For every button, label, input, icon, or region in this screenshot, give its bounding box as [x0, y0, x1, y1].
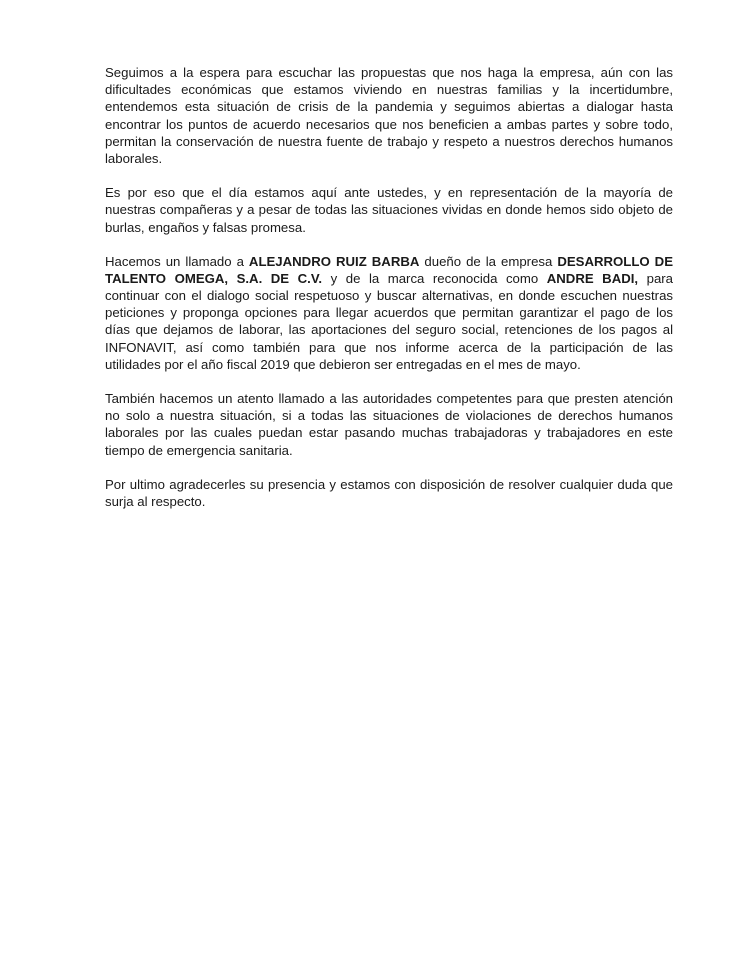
text-line — [105, 219, 673, 236]
text-segment: laborales. — [105, 150, 163, 166]
text-segment: peticiones y proponga opciones para llegar acuerdos que permitan garantizar el pago de los — [105, 305, 673, 321]
paragraph — [105, 476, 673, 510]
text-segment: nuestras compañeras y a pesar de todas las situaciones vividas en donde hemos sido objeto de — [105, 202, 673, 218]
text-segment: dueño de la empresa — [419, 253, 558, 269]
bold-text: TALENTO OMEGA, S.A. DE C.V. — [105, 270, 323, 286]
text-segment: surja al respecto. — [105, 493, 206, 509]
text-line — [105, 81, 673, 98]
paragraph — [105, 390, 673, 459]
text-segment: encontrar los puntos de acuerdo necesarios que nos beneficien a ambas partes y sobre todo, — [105, 116, 673, 132]
bold-text: DESARROLLO DE — [557, 253, 674, 269]
text-line — [105, 304, 673, 321]
text-segment: permitan la conservación de nuestra fuente de trabajo y respeto a nuestros derechos humanos — [105, 133, 673, 149]
text-line — [105, 493, 673, 510]
bold-text: ALEJANDRO RUIZ BARBA — [248, 253, 420, 269]
text-line — [105, 64, 673, 81]
text-line — [105, 321, 673, 338]
text-line — [105, 116, 673, 133]
text-line — [105, 253, 673, 270]
text-line — [105, 184, 673, 201]
bold-text: ANDRE BADI, — [546, 270, 639, 286]
text-segment: continuar con el dialogo social respetuoso y buscar alternativas, en donde escuchen nuestras — [105, 288, 673, 304]
text-line — [105, 356, 673, 373]
paragraph — [105, 253, 673, 373]
paragraph — [105, 64, 673, 167]
text-segment: dificultades económicas que estamos viviendo en nuestras familias y la incertidumbre, — [105, 82, 673, 98]
text-line — [105, 339, 673, 356]
text-line — [105, 390, 673, 407]
text-segment: INFONAVIT, así como también para que nos informe acerca de la participación de las — [105, 339, 673, 355]
text-line — [105, 476, 673, 493]
text-segment: tiempo de emergencia sanitaria. — [105, 442, 293, 458]
text-segment: días que dejamos de laborar, las aportaciones del seguro social, retenciones de los pagos al — [105, 322, 673, 338]
text-line — [105, 442, 673, 459]
text-segment: utilidades por el año fiscal 2019 que debieron ser entregadas en el mes de mayo. — [105, 356, 581, 372]
text-line — [105, 270, 673, 287]
text-segment: y de la marca reconocida como — [322, 270, 547, 286]
text-segment: Hacemos un llamado a — [105, 253, 249, 269]
text-segment: Por ultimo agradecerles su presencia y estamos con disposición de resolver cualquier duda que — [105, 476, 673, 492]
text-segment: laborales por las cuales puedan estar pasando muchas trabajadoras y trabajadores en este — [105, 425, 673, 441]
text-line — [105, 98, 673, 115]
text-segment: no solo a nuestra situación, si a todas las situaciones de violaciones de derechos humanos — [105, 408, 673, 424]
text-line — [105, 201, 673, 218]
text-segment: Es por eso que el día estamos aquí ante ustedes, y en representación de la mayoría de — [105, 185, 673, 201]
document-body — [105, 64, 673, 527]
text-segment: para — [638, 270, 674, 286]
text-line — [105, 133, 673, 150]
text-line — [105, 150, 673, 167]
paragraph — [105, 184, 673, 236]
text-line — [105, 407, 673, 424]
text-segment: entendemos esta situación de crisis de la pandemia y seguimos abiertas a dialogar hasta — [105, 99, 673, 115]
text-line — [105, 424, 673, 441]
text-line — [105, 287, 673, 304]
text-segment: burlas, engaños y falsas promesa. — [105, 219, 306, 235]
text-segment: Seguimos a la espera para escuchar las propuestas que nos haga la empresa, aún con las — [105, 65, 673, 80]
text-segment: También hacemos un atento llamado a las autoridades competentes para que presten atención — [105, 391, 673, 406]
